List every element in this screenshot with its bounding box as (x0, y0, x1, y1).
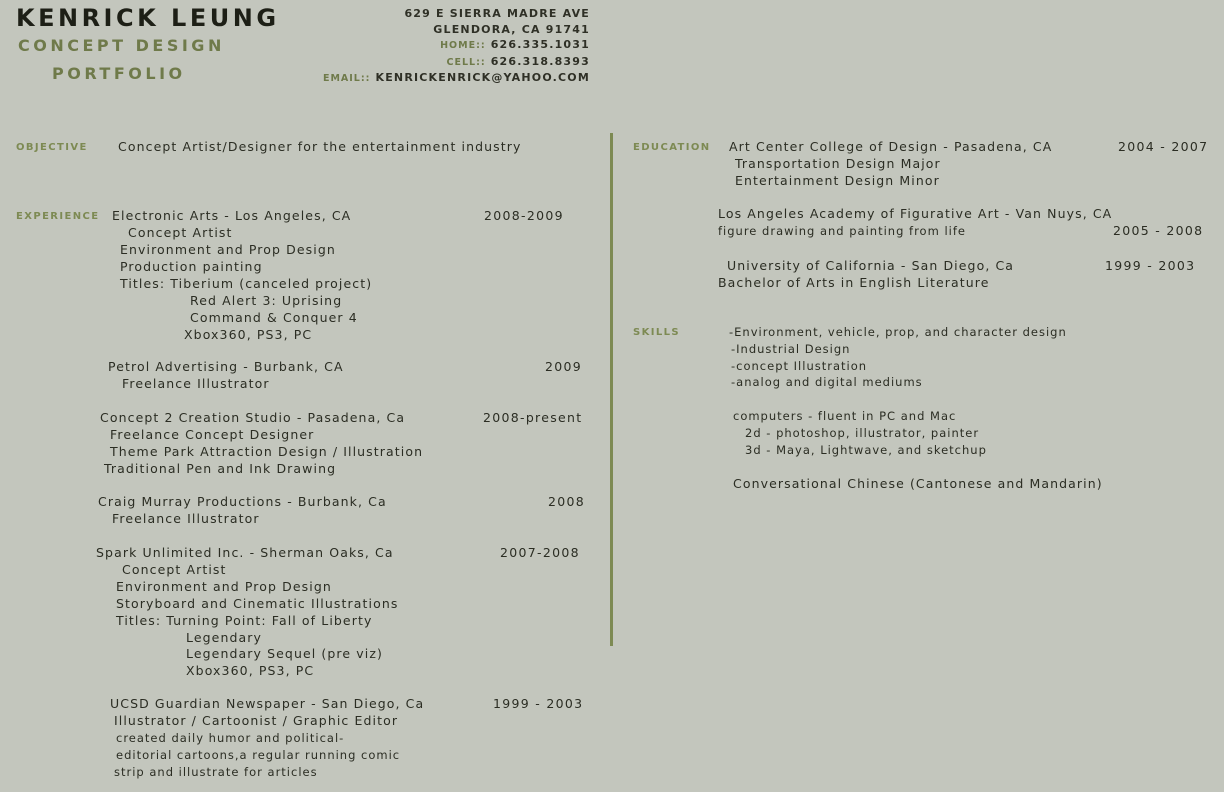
languages-line: Conversational Chinese (Cantonese and Mandarin) (733, 476, 1103, 491)
job-line: Xbox360, PS3, PC (184, 327, 313, 342)
job-line: Titles: Turning Point: Fall of Liberty (116, 613, 373, 628)
computer-skill-line: 2d - photoshop, illustrator, painter (745, 426, 980, 440)
education-line: Bachelor of Arts in English Literature (718, 275, 990, 290)
job-date: 2009 (545, 359, 583, 374)
job-line: Traditional Pen and Ink Drawing (104, 461, 337, 476)
contact-email[interactable] (300, 70, 590, 87)
job-line: created daily humor and political- (116, 731, 345, 745)
job-line: Legendary (186, 630, 263, 645)
skill-line: -concept Illustration (731, 359, 868, 373)
job-line: Environment and Prop Design (116, 579, 332, 594)
education-line: Entertainment Design Minor (735, 173, 940, 188)
job-line: strip and illustrate for articles (114, 765, 318, 779)
education-school: University of California - San Diego, Ca (727, 258, 1015, 273)
subtitle-portfolio: PORTFOLIO (52, 64, 186, 83)
computer-skill-line: computers - fluent in PC and Mac (733, 409, 957, 423)
email-label: EMAIL:: (322, 73, 371, 84)
home-value: 626.335.1031 (490, 38, 590, 51)
job-line: Command & Conquer 4 (190, 310, 358, 325)
section-label-education: EDUCATION (633, 142, 711, 153)
job-line: Theme Park Attraction Design / Illustration (110, 444, 424, 459)
section-label-experience: EXPERIENCE (16, 211, 100, 222)
job-date: 1999 - 2003 (493, 696, 584, 711)
education-school: Art Center College of Design - Pasadena, CA (729, 139, 1053, 154)
home-label: HOME:: (440, 40, 486, 51)
job-line: Titles: Tiberium (canceled project) (120, 276, 373, 291)
contact-address-2: GLENDORA, CA 91741 (433, 22, 590, 36)
job-date: 2008-2009 (484, 208, 564, 223)
computer-skill-line: 3d - Maya, Lightwave, and sketchup (745, 443, 987, 457)
job-title: Electronic Arts - Los Angeles, CA (112, 208, 352, 223)
job-line: Freelance Concept Designer (110, 427, 315, 442)
cell-value: 626.318.8393 (490, 54, 590, 68)
job-title: Concept 2 Creation Studio - Pasadena, Ca (100, 410, 406, 425)
job-line: Illustrator / Cartoonist / Graphic Editor (114, 713, 399, 728)
job-date: 2007-2008 (500, 545, 580, 560)
job-title: Petrol Advertising - Burbank, CA (108, 359, 344, 374)
page-title: KENRICK LEUNG (16, 4, 280, 32)
contact-cell (300, 54, 590, 71)
job-line: Freelance Illustrator (112, 511, 260, 526)
contact-home (300, 37, 590, 54)
header (0, 0, 1224, 110)
job-line: Concept Artist (122, 562, 227, 577)
job-line: Freelance Illustrator (122, 376, 270, 391)
job-title: Craig Murray Productions - Burbank, Ca (98, 494, 387, 509)
job-title: UCSD Guardian Newspaper - San Diego, Ca (110, 696, 425, 711)
job-line: Red Alert 3: Uprising (190, 293, 343, 308)
job-date: 2008 (548, 494, 586, 509)
contact-block (300, 6, 590, 87)
skill-line: -analog and digital mediums (731, 375, 923, 389)
education-line: figure drawing and painting from life (718, 224, 966, 238)
education-date: 2005 - 2008 (1113, 223, 1204, 238)
column-divider (610, 133, 613, 646)
job-line: Environment and Prop Design (120, 242, 336, 257)
section-label-objective: OBJECTIVE (16, 142, 88, 153)
section-label-skills: SKILLS (633, 327, 681, 338)
cell-label: CELL:: (446, 56, 486, 68)
job-line: Concept Artist (128, 225, 233, 240)
job-line: Xbox360, PS3, PC (186, 663, 315, 678)
email-value[interactable]: KENRICKENRICK@YAHOO.COM (375, 71, 590, 84)
objective-text: Concept Artist/Designer for the entertainment industry (118, 139, 522, 154)
job-line: Production painting (120, 259, 263, 274)
job-line: Storyboard and Cinematic Illustrations (116, 596, 399, 611)
job-line: editorial cartoons,a regular running comic (116, 748, 401, 762)
job-date: 2008-present (483, 410, 583, 425)
job-title: Spark Unlimited Inc. - Sherman Oaks, Ca (96, 545, 394, 560)
job-line: Legendary Sequel (pre viz) (186, 646, 383, 661)
skill-line: -Industrial Design (731, 342, 851, 356)
education-date: 2004 - 2007 (1118, 139, 1209, 154)
contact-address-1: 629 E SIERRA MADRE AVE (404, 7, 590, 20)
education-line: Transportation Design Major (735, 156, 941, 171)
skill-line: -Environment, vehicle, prop, and character design (729, 325, 1067, 339)
education-date: 1999 - 2003 (1105, 258, 1196, 273)
education-school: Los Angeles Academy of Figurative Art - Van Nuys, CA (718, 206, 1113, 221)
subtitle-concept-design: CONCEPT DESIGN (18, 36, 225, 55)
